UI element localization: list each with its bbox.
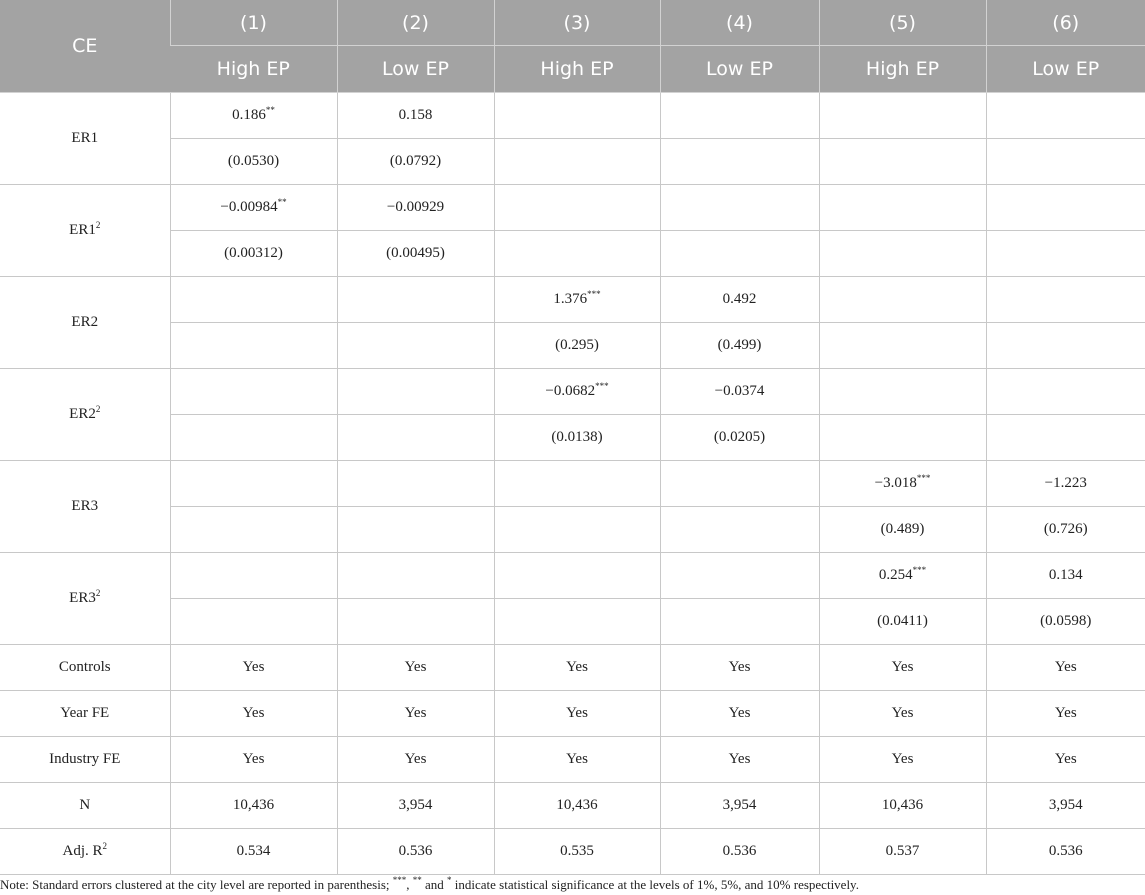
empty-cell: [337, 599, 494, 645]
indicator-cell: Yes: [660, 737, 819, 783]
observations-cell: 3,954: [986, 783, 1145, 829]
observations-cell: 3,954: [337, 783, 494, 829]
empty-cell: [819, 323, 986, 369]
indicator-cell: Yes: [819, 737, 986, 783]
empty-cell: [494, 139, 660, 185]
r-squared-cell: 0.535: [494, 829, 660, 875]
coefficient-cell: 0.186**: [170, 93, 337, 139]
empty-cell: [337, 277, 494, 323]
row-label-er1-squared: $ER1^2$: [0, 185, 170, 277]
header-column-number: (2): [337, 0, 494, 46]
empty-cell: [660, 461, 819, 507]
header-group-label: High EP: [494, 46, 660, 93]
coefficient-cell: 0.134: [986, 553, 1145, 599]
empty-cell: [337, 369, 494, 415]
table-row: [0, 369, 1145, 415]
row-label-er2-squared: $ER2^2$: [0, 369, 170, 461]
header-row-groups: [0, 46, 1145, 93]
empty-cell: [660, 599, 819, 645]
header-group-label: Low EP: [337, 46, 494, 93]
header-column-number: (1): [170, 0, 337, 46]
empty-cell: [170, 415, 337, 461]
indicator-cell: Yes: [660, 691, 819, 737]
row-label-adj-r2: Adj. $R^2$: [0, 829, 170, 875]
coefficient-cell: 0.492: [660, 277, 819, 323]
empty-cell: [986, 415, 1145, 461]
indicator-cell: Yes: [170, 737, 337, 783]
empty-cell: [494, 185, 660, 231]
empty-cell: [494, 231, 660, 277]
row-label-er3-squared: $ER3^2$: [0, 553, 170, 645]
empty-cell: [986, 185, 1145, 231]
empty-cell: [494, 93, 660, 139]
r-squared-cell: 0.536: [660, 829, 819, 875]
indicator-cell: Yes: [494, 737, 660, 783]
row-label-n: N: [0, 783, 170, 829]
row-label-er1: ER1: [0, 93, 170, 185]
empty-cell: [819, 93, 986, 139]
table-row: [0, 691, 1145, 737]
table-row: [0, 507, 1145, 553]
observations-cell: 10,436: [494, 783, 660, 829]
empty-cell: [337, 415, 494, 461]
empty-cell: [986, 277, 1145, 323]
table-row: [0, 231, 1145, 277]
table-row: [0, 185, 1145, 231]
empty-cell: [170, 553, 337, 599]
table-row: [0, 645, 1145, 691]
empty-cell: [986, 323, 1145, 369]
empty-cell: [170, 599, 337, 645]
std-error-cell: (0.0530): [170, 139, 337, 185]
table-row: [0, 829, 1145, 875]
empty-cell: [494, 553, 660, 599]
coefficient-cell: 1.376***: [494, 277, 660, 323]
std-error-cell: (0.0411): [819, 599, 986, 645]
empty-cell: [986, 93, 1145, 139]
indicator-cell: Yes: [986, 691, 1145, 737]
table-row: [0, 415, 1145, 461]
header-group-label: Low EP: [660, 46, 819, 93]
header-column-number: (3): [494, 0, 660, 46]
indicator-cell: Yes: [819, 645, 986, 691]
header-dependent-variable: CE: [0, 0, 170, 93]
coefficient-cell: −1.223: [986, 461, 1145, 507]
indicator-cell: Yes: [660, 645, 819, 691]
empty-cell: [337, 507, 494, 553]
empty-cell: [819, 277, 986, 323]
empty-cell: [986, 139, 1145, 185]
empty-cell: [660, 185, 819, 231]
coefficient-cell: 0.254***: [819, 553, 986, 599]
row-label-er3: ER3: [0, 461, 170, 553]
header-column-number: (5): [819, 0, 986, 46]
coefficient-cell: 0.158: [337, 93, 494, 139]
std-error-cell: (0.00312): [170, 231, 337, 277]
header-row-columns: [0, 0, 1145, 46]
header-group-label: High EP: [170, 46, 337, 93]
r-squared-cell: 0.537: [819, 829, 986, 875]
observations-cell: 3,954: [660, 783, 819, 829]
empty-cell: [819, 369, 986, 415]
empty-cell: [337, 323, 494, 369]
std-error-cell: (0.499): [660, 323, 819, 369]
r-squared-cell: 0.536: [986, 829, 1145, 875]
empty-cell: [337, 461, 494, 507]
std-error-cell: (0.00495): [337, 231, 494, 277]
coefficient-cell: −0.00929: [337, 185, 494, 231]
indicator-cell: Yes: [986, 737, 1145, 783]
coefficient-cell: −3.018***: [819, 461, 986, 507]
empty-cell: [337, 553, 494, 599]
empty-cell: [494, 507, 660, 553]
indicator-cell: Yes: [819, 691, 986, 737]
header-group-label: Low EP: [986, 46, 1145, 93]
std-error-cell: (0.0598): [986, 599, 1145, 645]
std-error-cell: (0.0792): [337, 139, 494, 185]
indicator-cell: Yes: [337, 645, 494, 691]
empty-cell: [170, 369, 337, 415]
table-row: [0, 139, 1145, 185]
empty-cell: [660, 507, 819, 553]
observations-cell: 10,436: [819, 783, 986, 829]
row-label-year-fe: Year FE: [0, 691, 170, 737]
empty-cell: [819, 185, 986, 231]
std-error-cell: (0.295): [494, 323, 660, 369]
std-error-cell: (0.726): [986, 507, 1145, 553]
empty-cell: [819, 231, 986, 277]
indicator-cell: Yes: [986, 645, 1145, 691]
table-row: [0, 277, 1145, 323]
std-error-cell: (0.489): [819, 507, 986, 553]
coefficient-cell: −0.0374: [660, 369, 819, 415]
empty-cell: [170, 507, 337, 553]
table-row: [0, 783, 1145, 829]
std-error-cell: (0.0205): [660, 415, 819, 461]
table-row: [0, 737, 1145, 783]
std-error-cell: (0.0138): [494, 415, 660, 461]
coefficient-cell: −0.0682***: [494, 369, 660, 415]
row-label-controls: Controls: [0, 645, 170, 691]
table-note: Note: Standard errors clustered at the city level are reported in parenthesis; ***, ** and * indicate statistical significance at the levels of 1%, 5%, and 10% respectively.: [0, 875, 859, 892]
empty-cell: [660, 139, 819, 185]
empty-cell: [986, 369, 1145, 415]
header-column-number: (4): [660, 0, 819, 46]
indicator-cell: Yes: [494, 645, 660, 691]
indicator-cell: Yes: [494, 691, 660, 737]
empty-cell: [494, 599, 660, 645]
row-label-industry-fe: Industry FE: [0, 737, 170, 783]
indicator-cell: Yes: [337, 691, 494, 737]
empty-cell: [170, 323, 337, 369]
indicator-cell: Yes: [170, 645, 337, 691]
empty-cell: [660, 231, 819, 277]
r-squared-cell: 0.536: [337, 829, 494, 875]
table-row: [0, 323, 1145, 369]
table-row: [0, 93, 1145, 139]
header-group-label: High EP: [819, 46, 986, 93]
table-row: [0, 461, 1145, 507]
empty-cell: [660, 553, 819, 599]
r-squared-cell: 0.534: [170, 829, 337, 875]
observations-cell: 10,436: [170, 783, 337, 829]
empty-cell: [170, 461, 337, 507]
table-row: [0, 553, 1145, 599]
empty-cell: [819, 139, 986, 185]
indicator-cell: Yes: [337, 737, 494, 783]
empty-cell: [494, 461, 660, 507]
coefficient-cell: −0.00984**: [170, 185, 337, 231]
header-column-number: (6): [986, 0, 1145, 46]
empty-cell: [986, 231, 1145, 277]
row-label-er2: ER2: [0, 277, 170, 369]
empty-cell: [819, 415, 986, 461]
table-row: [0, 599, 1145, 645]
empty-cell: [170, 277, 337, 323]
indicator-cell: Yes: [170, 691, 337, 737]
empty-cell: [660, 93, 819, 139]
